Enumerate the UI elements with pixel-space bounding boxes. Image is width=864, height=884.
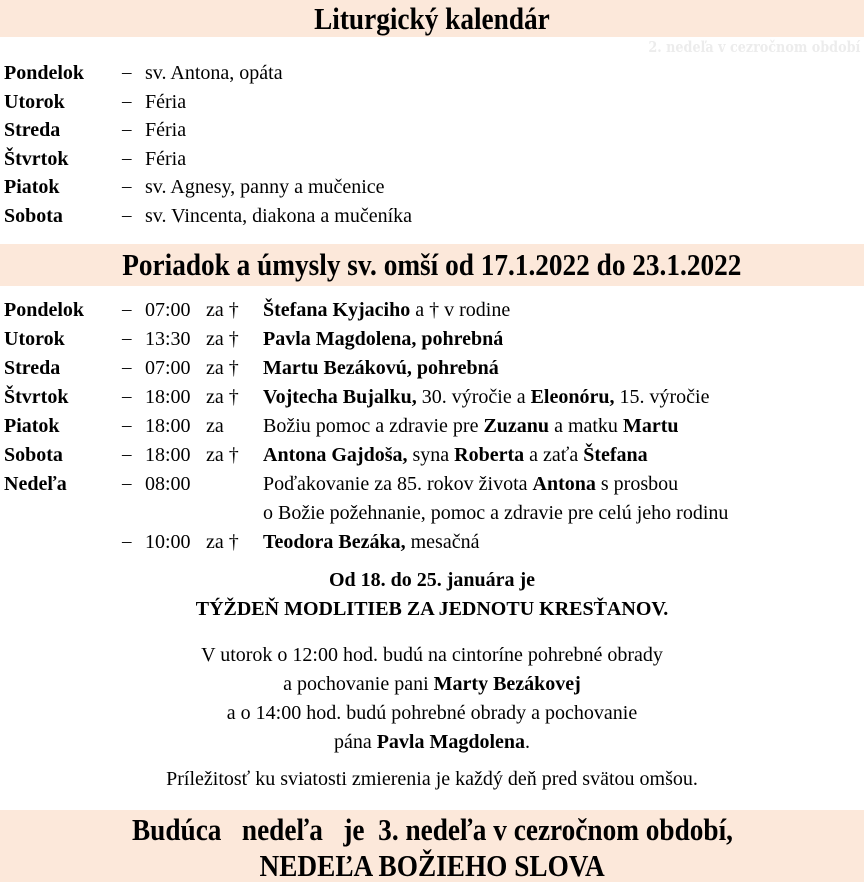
mass-day: Štvrtok <box>4 386 69 408</box>
sunday-watermark: 2. nedeľa v cezročnom období <box>648 38 860 56</box>
mass-intention <box>263 296 510 324</box>
intention-part: a † v rodine <box>410 299 511 321</box>
funeral-text-part: a o 14:00 hod. budú pohrebné obrady a pochovanie <box>226 702 638 724</box>
calendar-day: Pondelok <box>4 62 85 84</box>
funeral-text-part: a pochovanie pani <box>283 673 434 695</box>
funeral-text-part: Marty Bezákovej <box>433 673 581 695</box>
mass-for-label: za <box>206 415 224 437</box>
calendar-day: Utorok <box>4 90 65 113</box>
mass-dash: – <box>122 357 132 378</box>
intention-part: syna <box>407 444 455 466</box>
calendar-celebration: sv. Vincenta, diakona a mučeníka <box>145 205 413 227</box>
calendar-celebration: sv. Agnesy, panny a mučenice <box>145 176 385 199</box>
intention-part: Štefana <box>583 444 648 466</box>
mass-dash: – <box>122 386 132 407</box>
mass-intention <box>263 470 678 498</box>
intention-part: Vojtecha Bujalku, <box>263 386 417 408</box>
mass-time: 08:00 <box>145 473 191 495</box>
calendar-dash: – <box>122 147 132 169</box>
intention-part: o Božie požehnanie, pomoc a zdravie pre celú jeho rodinu <box>263 502 729 524</box>
mass-intention <box>263 354 499 382</box>
funeral-line <box>0 670 864 699</box>
calendar-day: Štvrtok <box>4 147 69 170</box>
mass-intention <box>263 499 728 527</box>
intention-part: Štefana Kyjaciho <box>263 299 411 321</box>
mass-dash: – <box>122 415 132 436</box>
mass-dash: – <box>122 299 132 320</box>
mass-for-label: za † <box>206 357 239 379</box>
intention-part: a zaťa <box>524 444 584 466</box>
mass-day: Sobota <box>4 444 63 466</box>
calendar-dash: – <box>122 205 132 226</box>
calendar-dash: – <box>122 90 132 112</box>
mass-dash: – <box>122 531 132 552</box>
mass-time: 18:00 <box>145 386 191 408</box>
intention-part: Martu Bezákovú, pohrebná <box>263 357 499 379</box>
funeral-line <box>0 641 864 670</box>
next-sunday-banner <box>0 810 864 882</box>
mass-intention <box>263 528 479 556</box>
intention-part: Antona <box>532 473 596 495</box>
intention-part: Poďakovanie za 85. rokov života <box>263 473 533 495</box>
next-sunday-line-2: NEDEĽA BOŽIEHO SLOVA <box>259 848 605 883</box>
calendar-dash: – <box>122 119 132 141</box>
calendar-dash: – <box>122 62 132 83</box>
mass-intention <box>263 412 678 440</box>
confession-announcement <box>0 765 864 794</box>
intention-part: a matku <box>549 415 623 437</box>
mass-for-label: za † <box>206 328 239 350</box>
mass-day: Pondelok <box>4 299 85 321</box>
prayer-week-announcement <box>0 566 864 624</box>
calendar-celebration: Féria <box>145 119 187 142</box>
funeral-announcement <box>0 641 864 757</box>
confession-text: Príležitosť ku sviatosti zmierenia je každý deň pred svätou omšou. <box>166 768 698 790</box>
mass-for-label: za † <box>206 299 239 321</box>
prayer-week-line-2: TÝŽDEŇ MODLITIEB ZA JEDNOTU KRESŤANOV. <box>195 598 669 620</box>
intention-part: Eleonóru, <box>530 386 615 408</box>
intention-part: Božiu pomoc a zdravie pre <box>263 415 484 437</box>
mass-time: 07:00 <box>145 299 191 321</box>
mass-dash: – <box>122 444 132 465</box>
prayer-week-line-1: Od 18. do 25. januára je <box>328 569 536 591</box>
mass-dash: – <box>122 328 132 349</box>
mass-day: Nedeľa <box>4 473 67 495</box>
mass-for-label: za † <box>206 531 239 553</box>
mass-intention <box>263 441 648 469</box>
mass-intention <box>263 383 709 411</box>
calendar-dash: – <box>122 176 132 198</box>
mass-for-label: za † <box>206 386 239 408</box>
mass-time: 10:00 <box>145 531 191 553</box>
mass-day: Streda <box>4 357 61 379</box>
funeral-text-part: V utorok o 12:00 hod. budú na cintoríne pohrebné obrady <box>201 644 663 666</box>
mass-time: 07:00 <box>145 357 191 379</box>
intention-part: Antona Gajdoša, <box>263 444 408 466</box>
next-sunday-line-1: Budúca nedeľa je 3. nedeľa v cezročnom období, <box>131 812 733 847</box>
calendar-day: Piatok <box>4 176 60 199</box>
funeral-line <box>0 728 864 757</box>
funeral-line <box>0 699 864 728</box>
mass-day: Utorok <box>4 328 65 350</box>
intention-part: s prosbou <box>595 473 679 495</box>
mass-time: 18:00 <box>145 415 191 437</box>
mass-dash: – <box>122 473 132 494</box>
intention-part: Roberta <box>454 444 525 466</box>
calendar-celebration: sv. Antona, opáta <box>145 62 283 84</box>
calendar-day: Streda <box>4 119 61 142</box>
funeral-text-part: . <box>525 731 531 753</box>
mass-time: 18:00 <box>145 444 191 466</box>
intention-part: 30. výročie a <box>416 386 531 408</box>
funeral-text-part: pána <box>333 731 377 753</box>
liturgical-calendar-title: Liturgický kalendár <box>314 1 550 36</box>
mass-schedule-header <box>0 244 864 286</box>
mass-time: 13:30 <box>145 328 191 350</box>
mass-schedule-title: Poriadok a úmysly sv. omší od 17.1.2022 do 23.1.2022 <box>122 247 742 282</box>
intention-part: Zuzanu <box>483 415 550 437</box>
intention-part: 15. výročie <box>614 386 710 408</box>
mass-intention <box>263 325 503 353</box>
intention-part: mesačná <box>405 531 480 553</box>
funeral-text-part: Pavla Magdolena <box>376 731 526 753</box>
calendar-day: Sobota <box>4 205 63 227</box>
mass-day: Piatok <box>4 415 60 437</box>
mass-for-label: za † <box>206 444 239 466</box>
liturgical-calendar-header <box>0 0 864 37</box>
calendar-celebration: Féria <box>145 90 187 113</box>
intention-part: Martu <box>622 415 679 437</box>
calendar-celebration: Féria <box>145 147 187 170</box>
intention-part: Teodora Bezáka, <box>263 531 406 553</box>
intention-part: Pavla Magdolena, pohrebná <box>263 328 504 350</box>
